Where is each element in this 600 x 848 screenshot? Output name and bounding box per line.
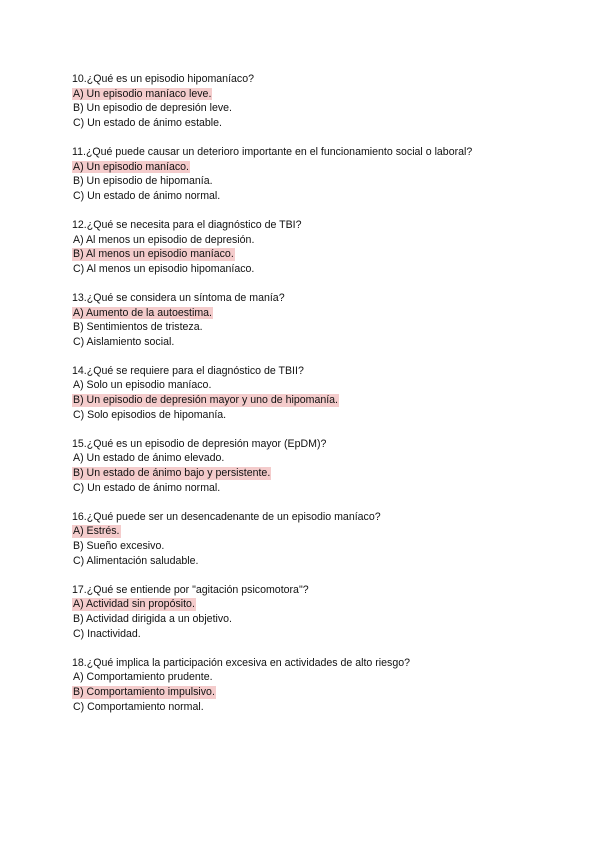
answer-option bbox=[72, 627, 542, 642]
question-text: 11.¿Qué puede causar un deterioro importante en el funcionamiento social o laboral? bbox=[72, 145, 473, 158]
question-block bbox=[72, 510, 542, 568]
question-text: 14.¿Qué se requiere para el diagnóstico de TBII? bbox=[72, 364, 304, 377]
answer-option bbox=[72, 116, 542, 131]
correct-answer-highlight: A) Un episodio maníaco. bbox=[73, 160, 190, 173]
answer-option-text: A) Solo un episodio maníaco. bbox=[73, 379, 212, 392]
correct-answer-highlight: A) Estrés. bbox=[73, 525, 120, 538]
answer-option bbox=[72, 233, 542, 248]
answer-option bbox=[72, 597, 542, 612]
question-block bbox=[72, 364, 542, 422]
answer-option-text: B) Sentimientos de tristeza. bbox=[73, 321, 203, 334]
question-text: 17.¿Qué se entiende por "agitación psicomotora"? bbox=[72, 583, 309, 596]
answer-option bbox=[72, 247, 542, 262]
answer-option-text: B) Actividad dirigida a un objetivo. bbox=[73, 612, 232, 625]
answer-option bbox=[72, 262, 542, 277]
question-block bbox=[72, 291, 542, 349]
answer-option-text: A) Al menos un episodio de depresión. bbox=[73, 233, 255, 246]
correct-answer-highlight: B) Al menos un episodio maníaco. bbox=[73, 248, 234, 261]
answer-option-text: B) Un episodio de hipomanía. bbox=[73, 175, 213, 188]
correct-answer-highlight: A) Aumento de la autoestima. bbox=[73, 306, 212, 319]
correct-answer-highlight: A) Actividad sin propósito. bbox=[73, 598, 195, 611]
question-block bbox=[72, 583, 542, 641]
answer-option bbox=[72, 408, 542, 423]
answer-option bbox=[72, 451, 542, 466]
answer-option bbox=[72, 174, 542, 189]
answer-option-text: C) Un estado de ánimo normal. bbox=[73, 189, 221, 202]
answer-option-text: C) Al menos un episodio hipomaníaco. bbox=[73, 262, 255, 275]
question-text: 13.¿Qué se considera un síntoma de manía? bbox=[72, 291, 285, 304]
answer-option bbox=[72, 554, 542, 569]
answer-option bbox=[72, 101, 542, 116]
answer-option-text: C) Un estado de ánimo normal. bbox=[73, 481, 221, 494]
answer-option-text: A) Comportamiento prudente. bbox=[73, 671, 213, 684]
answer-option bbox=[72, 466, 542, 481]
answer-option bbox=[72, 481, 542, 496]
answer-option bbox=[72, 670, 542, 685]
correct-answer-highlight: A) Un episodio maníaco leve. bbox=[73, 87, 212, 100]
question-block bbox=[72, 145, 542, 203]
question-block bbox=[72, 72, 542, 130]
answer-option bbox=[72, 306, 542, 321]
answer-option bbox=[72, 378, 542, 393]
question-block bbox=[72, 437, 542, 495]
question-text: 15.¿Qué es un episodio de depresión mayor (EpDM)? bbox=[72, 437, 327, 450]
answer-option bbox=[72, 335, 542, 350]
answer-option bbox=[72, 393, 542, 408]
question-text: 16.¿Qué puede ser un desencadenante de un episodio maníaco? bbox=[72, 510, 381, 523]
answer-option bbox=[72, 700, 542, 715]
answer-option-text: A) Un estado de ánimo elevado. bbox=[73, 452, 225, 465]
answer-option bbox=[72, 87, 542, 102]
answer-option bbox=[72, 160, 542, 175]
correct-answer-highlight: B) Un episodio de depresión mayor y uno de hipomanía. bbox=[73, 394, 339, 407]
answer-option bbox=[72, 685, 542, 700]
question-list bbox=[72, 72, 542, 729]
answer-option-text: C) Aislamiento social. bbox=[73, 335, 175, 348]
answer-option-text: C) Alimentación saludable. bbox=[73, 554, 199, 567]
answer-option-text: C) Solo episodios de hipomanía. bbox=[73, 408, 227, 421]
answer-option bbox=[72, 539, 542, 554]
question-block bbox=[72, 656, 542, 714]
correct-answer-highlight: B) Comportamiento impulsivo. bbox=[73, 685, 215, 698]
answer-option-text: B) Sueño excesivo. bbox=[73, 540, 165, 552]
question-block bbox=[72, 218, 542, 276]
answer-option bbox=[72, 320, 542, 335]
question-text: 12.¿Qué se necesita para el diagnóstico de TBI? bbox=[72, 218, 302, 231]
answer-option bbox=[72, 189, 542, 204]
answer-option-text: C) Un estado de ánimo estable. bbox=[73, 116, 222, 129]
answer-option bbox=[72, 524, 542, 539]
correct-answer-highlight: B) Un estado de ánimo bajo y persistente. bbox=[73, 467, 271, 480]
answer-option-text: C) Inactividad. bbox=[73, 627, 141, 640]
answer-option bbox=[72, 612, 542, 627]
answer-option-text: B) Un episodio de depresión leve. bbox=[73, 102, 233, 115]
question-text: 10.¿Qué es un episodio hipomaníaco? bbox=[72, 73, 254, 85]
question-text: 18.¿Qué implica la participación excesiva en actividades de alto riesgo? bbox=[72, 656, 411, 669]
answer-option-text: C) Comportamiento normal. bbox=[73, 700, 204, 713]
